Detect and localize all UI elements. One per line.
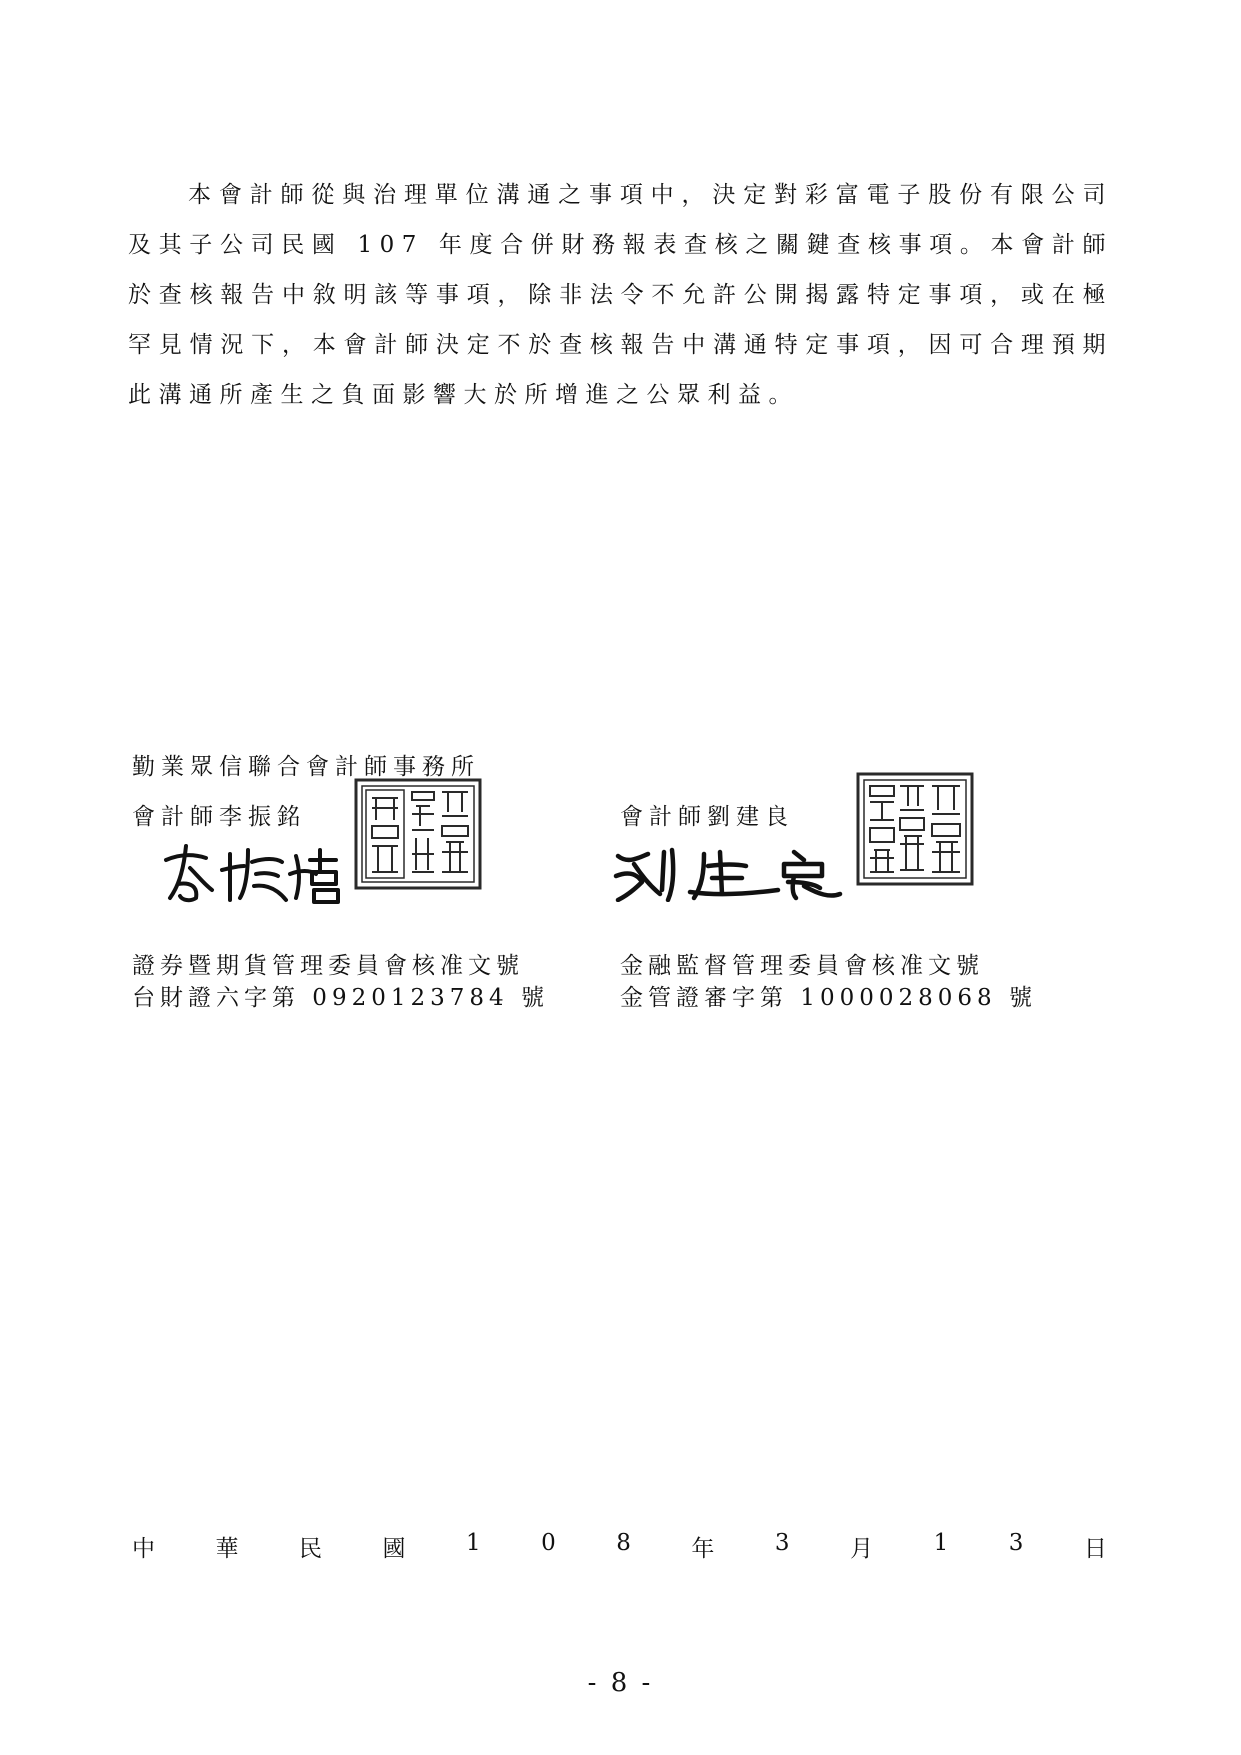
- firm-name: 勤業眾信聯合會計師事務所: [132, 754, 480, 780]
- date-char: 月: [850, 1536, 874, 1562]
- date-char: 華: [215, 1536, 239, 1562]
- report-date: [132, 1530, 1107, 1563]
- seal-stamp-1: [354, 778, 482, 890]
- approval-1-line-2: 台財證六字第 0920123784 號: [132, 985, 549, 1011]
- approval-2-line-1: 金融監督管理委員會核准文號: [620, 953, 984, 979]
- body-paragraph: 本會計師從與治理單位溝通之事項中，決定對彩富電子股份有限公司及其子公司民國 107 年度合併財務報表查核之關鍵查核事項。本會計師於查核報告中敘明該等事項，除非法令不允許公開揭露特定事項，或在極罕見情況下，本會計師決定不於查核報告中溝通特定事項，因可合理預期此溝通所產生之負面影響大於所增進之公眾利益。: [128, 182, 1113, 408]
- accountant-2-title: 會計師劉建良: [620, 804, 794, 830]
- date-char: 1: [466, 1530, 481, 1556]
- date-char: 年: [691, 1536, 715, 1562]
- approval-2-line-2: 金管證審字第 1000028068 號: [620, 985, 1037, 1011]
- approval-block-2: [620, 950, 1037, 1014]
- accountant-1-title: 會計師李振銘: [132, 804, 306, 830]
- date-char: 中: [132, 1536, 155, 1562]
- date-char: 國: [382, 1536, 406, 1562]
- signature-2: [608, 842, 848, 902]
- approval-1-line-1: 證券暨期貨管理委員會核准文號: [132, 953, 524, 979]
- approval-block-1: [132, 950, 549, 1014]
- date-char: 日: [1083, 1536, 1107, 1562]
- date-char: 3: [1008, 1530, 1024, 1556]
- date-char: 1: [933, 1530, 949, 1556]
- page-number: - 8 -: [587, 1668, 654, 1698]
- seal-stamp-2: [856, 772, 974, 886]
- date-char: 民: [299, 1536, 322, 1562]
- signature-1: [160, 840, 350, 906]
- date-char: 3: [774, 1530, 790, 1556]
- date-char: 8: [616, 1530, 631, 1556]
- date-char: 0: [541, 1530, 556, 1556]
